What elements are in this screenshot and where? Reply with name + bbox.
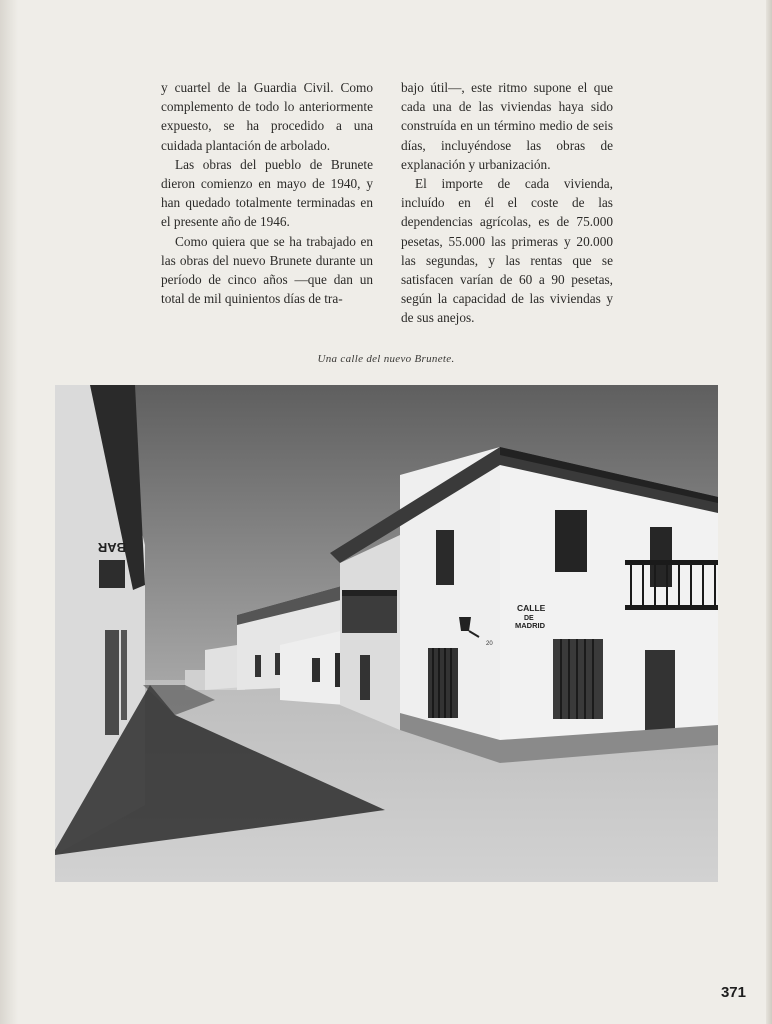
photo-caption: Una calle del nuevo Brunete.	[317, 353, 455, 365]
street-sign-line: CALLE	[517, 603, 546, 613]
house-number: 20	[486, 641, 493, 647]
page-shadow	[0, 0, 18, 1024]
page-edge	[766, 0, 772, 1024]
paragraph: El importe de cada vivienda, incluído en él el coste de las dependencias agrícolas, es de 75.000 pesetas, 55.000 las primeras y 20.000 las segundas, y las rentas que se satisfacen varían de 60 a 90 pesetas, según la capacidad de las viviendas y de sus anejos.	[401, 176, 613, 326]
street-sign-line: MADRID	[515, 621, 545, 630]
paragraph: Como quiera que se ha trabajado en las obras del nuevo Brunete durante un período de cinco años —que dan un total de mil quinientos días de tra-	[161, 233, 373, 307]
page-number: 371	[720, 984, 746, 1001]
text-column-right	[401, 78, 613, 328]
paragraph: y cuartel de la Guardia Civil. Como complemento de todo lo anteriormente expuesto, se ha procedido a una cuidada plantación de arbolado.	[161, 80, 373, 153]
text-column-left	[161, 78, 373, 308]
paragraph: bajo útil—, este ritmo supone el que cada una de las viviendas haya sido construída en un término medio de seis días, incluyéndose las obras de explanación y urbanización.	[401, 80, 613, 172]
street-sign-line: DE	[524, 615, 534, 622]
paragraph: Las obras del pueblo de Brunete dieron comienzo en mayo de 1940, y han quedado totalmente terminadas en el presente año de 1946.	[161, 156, 373, 230]
bar-sign-text: BAR	[97, 540, 126, 555]
street-photograph	[55, 385, 718, 882]
